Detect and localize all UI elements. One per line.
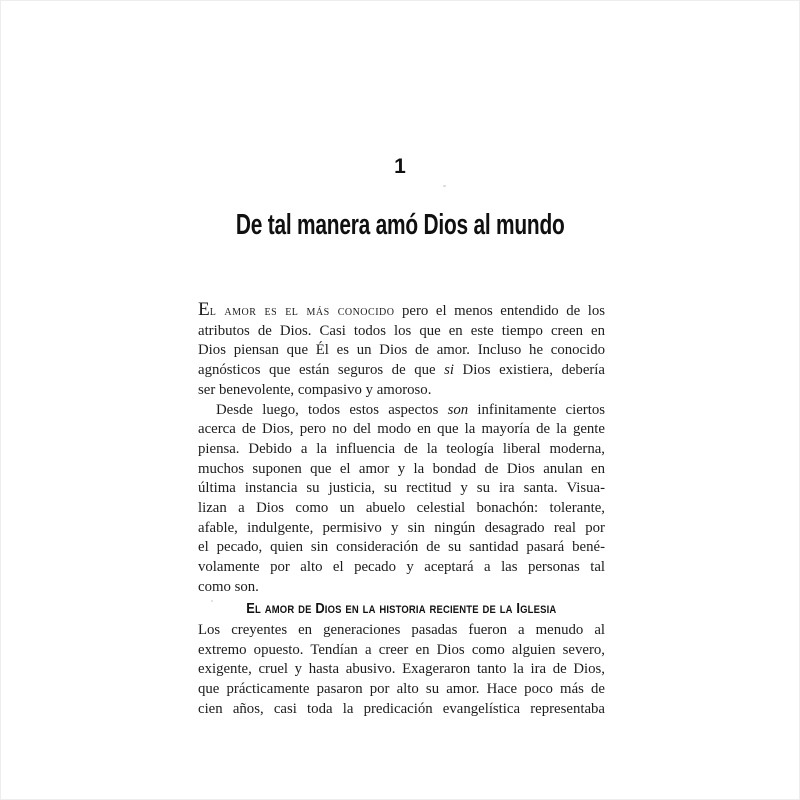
body-line: extremo opuesto. Tendían a creer en Dios como alguien severo, [198, 641, 605, 658]
body-line: acerca de Dios, pero no del modo en que la mayoría de la gente [198, 421, 605, 438]
paragraph [198, 621, 605, 720]
body-line: piensa. Debido a la influencia de la teología liberal moderna, [198, 440, 605, 457]
body-line: volamente por alto el pecado y aceptará a las personas tal [198, 559, 605, 576]
italic-text: si [444, 362, 454, 379]
body-line: el pecado, quien sin consideración de su santidad pasará bené- [198, 539, 605, 556]
body-line: ser benevolente, compasivo y amoroso. [198, 381, 432, 398]
body-line: El amor es el más conocido pero el menos entendido de los [198, 299, 605, 320]
body-line: Los creyentes en generaciones pasadas fueron a menudo al [198, 622, 605, 639]
body-line: cien años, casi toda la predicación evangelística representaba [198, 700, 605, 717]
drop-initial: E [198, 299, 210, 320]
body-line: última instancia su justicia, su rectitud y su ira santa. Visua- [198, 480, 605, 497]
scan-artifact [443, 185, 446, 187]
small-caps-text: l amor es el más conocido [209, 303, 395, 319]
section-heading-text: El amor de Dios en la historia reciente de la Iglesia [246, 599, 557, 617]
body-line: que prácticamente pasaron por alto su amor. Hace poco más de [198, 681, 605, 698]
section-heading [198, 599, 605, 618]
paragraph [198, 300, 605, 401]
chapter-title-text: De tal manera amó Dios al mundo [235, 209, 565, 241]
italic-text: son [447, 401, 469, 418]
body-line: afable, indulgente, permisivo y sin ningún desagrado real por [198, 519, 605, 536]
body-line: Desde luego, todos estos aspectos son infinitamente ciertos [216, 401, 605, 418]
paragraph [198, 401, 605, 598]
body-text [198, 300, 605, 720]
body-line: Dios piensan que Él es un Dios de amor. Incluso he conocido [198, 342, 605, 359]
body-line: agnósticos que están seguros de que si Dios existiera, debería [198, 362, 605, 379]
chapter-number: 1 [394, 155, 406, 178]
body-line: exigente, cruel y hasta abusivo. Exageraron tanto la ira de Dios, [198, 661, 605, 678]
body-line: muchos suponen que el amor y la bondad de Dios anulan en [198, 460, 605, 477]
body-line: como son. [198, 578, 259, 595]
body-line: atributos de Dios. Casi todos los que en este tiempo creen en [198, 322, 605, 339]
chapter-title [1, 209, 799, 241]
body-line: lizan a Dios como un abuelo celestial bonachón: tolerante, [198, 500, 605, 517]
